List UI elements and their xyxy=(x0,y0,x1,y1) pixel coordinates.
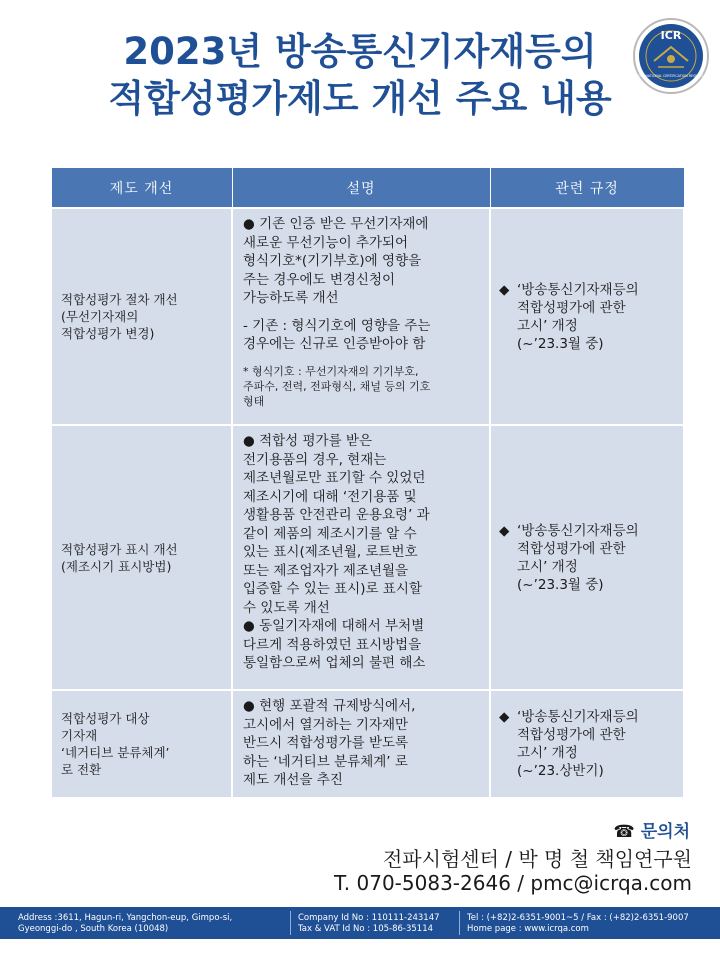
description-main: ● 기존 인증 받은 무선기자재에 새로운 무선기능이 추가되어 형식기호*(기기부호)에 영향을 주는 경우에도 변경신청이 가능하도록 개선 xyxy=(243,216,429,306)
header-description: 설명 xyxy=(232,168,490,209)
title-line-1: 2023년 방송통신기자재등의 xyxy=(123,30,597,73)
row-description xyxy=(232,690,490,798)
header-category: 제도 개선 xyxy=(51,168,232,209)
contact-tel-email: T. 070-5083-2646 / pmc@icrqa.com xyxy=(333,871,692,895)
footer-company-line: Tax & VAT Id No : 105-86-35114 xyxy=(298,924,434,934)
row-description xyxy=(232,425,490,690)
diamond-bullet-icon: ◆ xyxy=(499,709,510,725)
regulation-text: ‘방송통신기자재등의 적합성평가에 관한 고시’ 개정 (~’23.3월 중) xyxy=(517,281,639,352)
table-header-row xyxy=(51,168,684,209)
phone-icon: ☎ xyxy=(613,822,635,842)
header-regulation: 관련 규정 xyxy=(490,168,684,209)
title-line-2: 적합성평가제도 개선 주요 내용 xyxy=(108,77,612,120)
footer-address-line: Gyeonggi-do , South Korea (10048) xyxy=(18,924,169,934)
table-row xyxy=(51,690,684,798)
row-category: 적합성평가 대상 기자재 ‘네거티브 분류체계’ 로 전환 xyxy=(51,690,232,798)
footer-address xyxy=(18,913,232,935)
diamond-bullet-icon: ◆ xyxy=(499,281,510,298)
icr-logo xyxy=(632,17,710,95)
improvement-table xyxy=(50,167,685,799)
footer-homepage-line: Home page : www.icrqa.com xyxy=(467,924,589,934)
row-regulation xyxy=(490,208,684,425)
row-category: 적합성평가 표시 개선 (제조시기 표시방법) xyxy=(51,425,232,690)
logo-text: ICR xyxy=(660,29,682,42)
diamond-bullet-icon: ◆ xyxy=(499,522,510,539)
row-description xyxy=(232,208,490,425)
table-row xyxy=(51,208,684,425)
footer-company-ids xyxy=(298,913,440,935)
logo-subtext: INTERNATIONAL CERTIFICATION RESEARCH xyxy=(635,74,707,78)
page-title xyxy=(0,28,720,122)
row-category: 적합성평가 절차 개선 (무선기자재의 적합성평가 변경) xyxy=(51,208,232,425)
contact-heading xyxy=(614,817,690,842)
regulation-text: ‘방송통신기자재등의 적합성평가에 관한 고시’ 개정 (~’23.3월 중) xyxy=(517,522,639,593)
footer-company-line: Company Id No : 110111-243147 xyxy=(298,913,440,923)
description-main: ● 현행 포괄적 규제방식에서, 고시에서 열거하는 기자재만 반드시 적합성평가를 받도록 하는 ‘네거티브 분류체계’ 로 제도 개선을 추진 xyxy=(243,698,416,788)
footer-contact xyxy=(467,913,689,935)
contact-label: 문의처 xyxy=(640,822,690,842)
footer-address-line: Address :3611, Hagun-ri, Yangchon-eup, Gimpo-si, xyxy=(18,913,233,923)
regulation-text: ‘방송통신기자재등의 적합성평가에 관한 고시’ 개정 (~’23.상반기) xyxy=(517,709,639,779)
description-note: * 형식기호 : 무선기자재의 기기부호, 주파수, 전력, 전파형식, 채널 등의 기호 형태 xyxy=(243,364,431,408)
contact-person: 전파시험센터 / 박 명 철 책임연구원 xyxy=(382,847,692,871)
table-row xyxy=(51,425,684,690)
row-regulation xyxy=(490,690,684,798)
row-regulation xyxy=(490,425,684,690)
description-sub: - 기존 : 형식기호에 영향을 주는 경우에는 신규로 인증받아야 함 xyxy=(243,317,431,352)
footer-bar xyxy=(0,907,720,939)
footer-tel-line: Tel : (+82)2-6351-9001~5 / Fax : (+82)2-6351-9007 xyxy=(467,913,689,923)
description-main: ● 적합성 평가를 받은 전기용품의 경우, 현재는 제조년월로만 표기할 수 있었던 제조시기에 대해 ‘전기용품 및 생활용품 안전관리 운용요령’ 과 같이 제품의 제조시기를 알 수 있는 표시(제조년월, 로트번호 또는 제조업자가 제조년월을 입증할 수 있는 표시)로 표시할 수 있도록 개선 ● 동일기자재에 대해서 부처별 다르게 적용하였던 표시방법을 통일함으로써 업체의 불편 해소 xyxy=(243,433,430,671)
